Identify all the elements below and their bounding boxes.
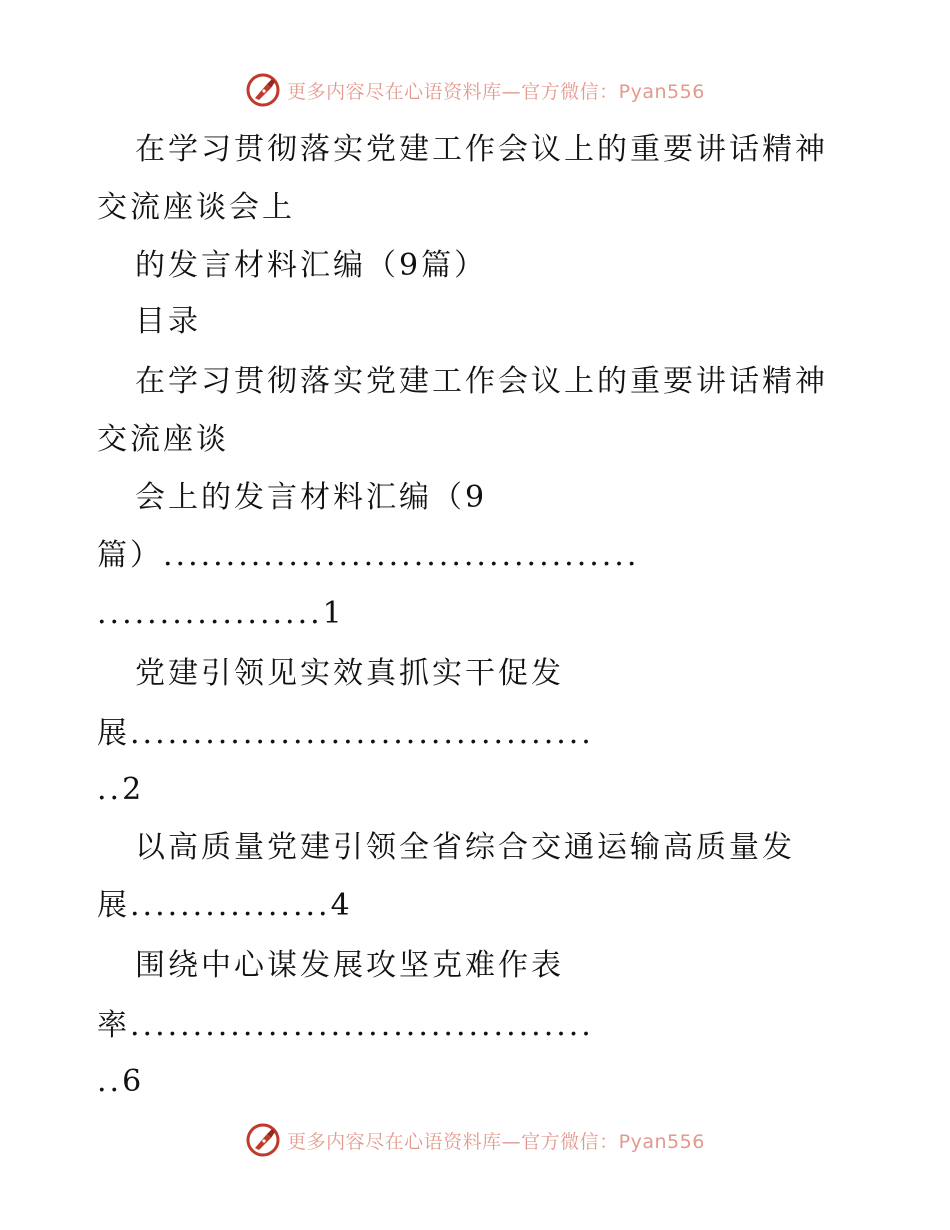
toc-entry-4-page-line: ..6 (97, 1064, 145, 1099)
toc-heading: 目录 (135, 304, 201, 339)
toc-entry-3-line-1: 以高质量党建引领全省综合交通运输高质量发 (135, 830, 795, 865)
toc-entry-2-line-1: 党建引领见实效真抓实干促发 (135, 656, 564, 691)
watermark-text: 更多内容尽在心语资料库—官方微信：Pyan556 (287, 1130, 705, 1153)
toc-entry-1-line-4: 篇）...................................... (97, 538, 640, 573)
toc-entry-2-page-line: ..2 (97, 772, 145, 807)
toc-entry-1-line-2: 交流座谈 (97, 422, 229, 457)
watermark-text: 更多内容尽在心语资料库—官方微信：Pyan556 (287, 80, 705, 103)
toc-entry-4-line-2: 率..................................... (97, 1008, 594, 1043)
toc-entry-1-line-1: 在学习贯彻落实党建工作会议上的重要讲话精神 (135, 364, 828, 399)
toc-entry-1-page-line: ..................1 (97, 596, 345, 631)
fountain-pen-logo-icon (245, 72, 281, 108)
watermark-group (245, 72, 705, 108)
toc-entry-2-line-2: 展..................................... (97, 716, 594, 751)
document-title-line-2: 交流座谈会上 (97, 190, 295, 225)
toc-entry-4-line-1: 围绕中心谋发展攻坚克难作表 (135, 948, 564, 983)
header-watermark (0, 70, 950, 110)
toc-entry-1-line-3: 会上的发言材料汇编（9 (135, 480, 488, 515)
watermark-group (245, 1122, 705, 1158)
document-title-line-1: 在学习贯彻落实党建工作会议上的重要讲话精神 (135, 132, 828, 167)
document-title-line-3: 的发言材料汇编（9篇） (135, 248, 488, 283)
fountain-pen-logo-icon (245, 1122, 281, 1158)
footer-watermark (0, 1120, 950, 1160)
toc-entry-3-line-2: 展................4 (97, 888, 353, 923)
